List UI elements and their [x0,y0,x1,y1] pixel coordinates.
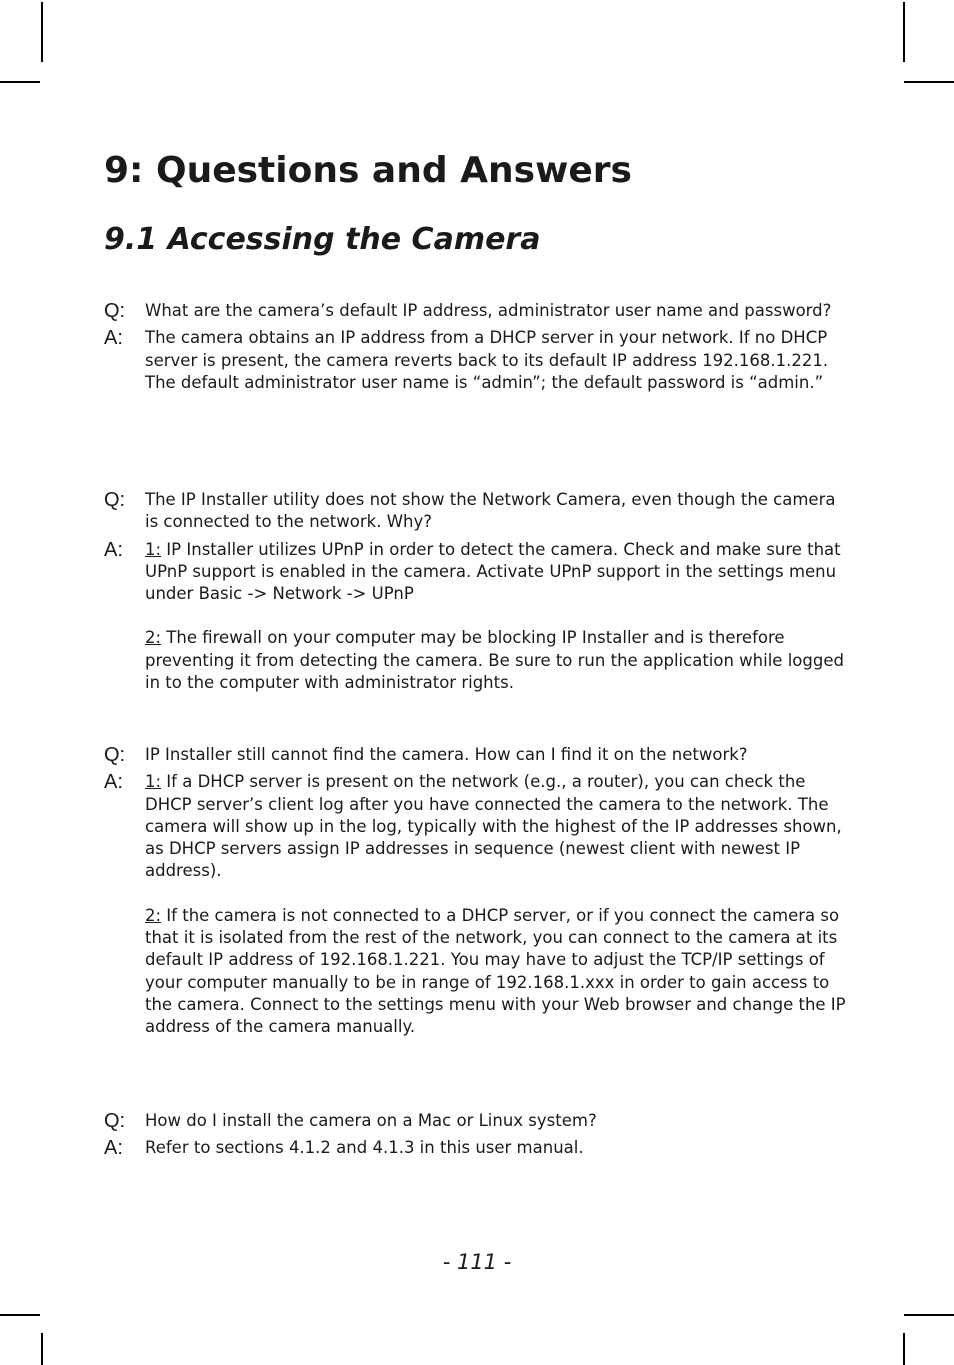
page-number: - 111 - [442,1250,512,1274]
answer-paragraph [145,771,849,882]
answer-paragraph-text: If a DHCP server is present on the network (e.g., a router), you can check the DHCP server’s client log after you have connected the camera to the network. The camera will show up in the log, typically with the highest of the IP addresses shown, as DHCP servers assign IP addresses in sequence (newest client with newest IP address). [145,772,842,881]
question-label: Q: [104,1110,126,1132]
answer-paragraph [145,327,849,394]
answer-row [104,539,849,695]
answer-text [145,771,849,1038]
answer-label: A: [104,538,123,561]
question-label: Q: [104,744,126,766]
question-text: How do I install the camera on a Mac or Linux system? [145,1111,597,1130]
answer-text [145,327,849,394]
chapter-title: 9: Questions and Answers [104,150,632,191]
answer-item-number: 2: [145,905,162,925]
answer-text [145,539,849,695]
question-label: Q: [104,489,126,511]
question-text: IP Installer still cannot find the camera. How can I find it on the network? [145,745,748,764]
answer-label: A: [104,1137,123,1160]
answer-row [104,327,849,394]
answer-paragraph [145,627,849,694]
answer-label: A: [104,771,123,794]
answer-paragraph-text: If the camera is not connected to a DHCP server, or if you connect the camera so that it is isolated from the rest of the network, you can connect to the camera at its default IP address of 192.168.1.221. You may have to adjust the TCP/IP settings of your computer manually to be in range of 192.168.1.xxx in order to gain access to the camera. Connect to the settings menu with your Web browser and change the IP address of the camera manually. [145,905,846,1037]
crop-mark-top-right-vertical [903,2,905,62]
answer-paragraph-text: IP Installer utilizes UPnP in order to detect the camera. Check and make sure that UPnP support is enabled in the camera. Activate UPnP support in the settings menu under Basic -> Network -> UPnP [145,539,841,604]
question-row [104,744,849,766]
answer-item-number: 2: [145,628,162,648]
crop-mark-top-right-horizontal [904,81,954,83]
crop-mark-top-left-vertical [41,2,43,62]
crop-mark-bottom-left-vertical [41,1333,43,1365]
answer-label: A: [104,327,123,350]
answer-paragraph [145,905,849,1039]
crop-mark-top-left-horizontal [0,81,40,83]
answer-paragraph-text: Refer to sections 4.1.2 and 4.1.3 in this user manual. [145,1138,584,1158]
answer-paragraph-text: The camera obtains an IP address from a DHCP server in your network. If no DHCP server is present, the camera reverts back to its default IP address 192.168.1.221. The default administrator user name is “admin”; the default password is “admin.” [145,328,829,392]
answer-item-number: 1: [145,539,162,559]
answer-row [104,1137,849,1159]
crop-mark-bottom-left-horizontal [0,1314,40,1316]
qa-block-1 [104,300,849,394]
answer-item-number: 1: [145,772,162,792]
question-text: The IP Installer utility does not show the Network Camera, even though the camera is connected to the network. Why? [145,490,836,532]
answer-row [104,771,849,1038]
answer-paragraph [145,539,849,606]
question-row [104,300,849,322]
section-title: 9.1 Accessing the Camera [104,222,541,257]
qa-block-3 [104,744,849,1039]
qa-block-4 [104,1110,849,1160]
answer-text [145,1137,849,1159]
question-label: Q: [104,300,126,322]
answer-paragraph [145,1137,849,1159]
question-row [104,1110,849,1132]
question-text: What are the camera’s default IP address, administrator user name and password? [145,301,832,320]
question-row [104,489,849,534]
crop-mark-bottom-right-horizontal [904,1314,954,1316]
crop-mark-bottom-right-vertical [903,1333,905,1365]
answer-paragraph-text: The firewall on your computer may be blocking IP Installer and is therefore preventing it from detecting the camera. Be sure to run the application while logged in to the computer with administrator rights. [145,628,844,693]
qa-block-2 [104,489,849,694]
